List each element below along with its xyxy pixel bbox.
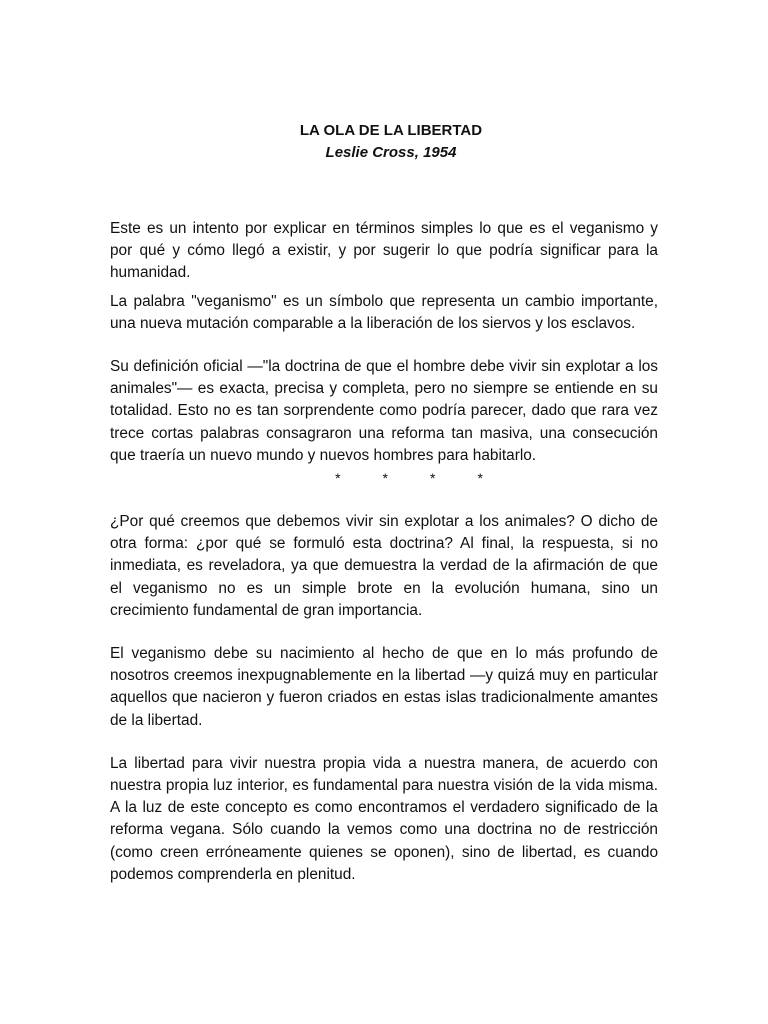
paragraph-5: El veganismo debe su nacimiento al hecho de que en lo más profundo de nosotros creemos inexpugnablemente en la libertad —y quizá muy en particular aquellos que nacieron y fueron criados en estas islas tradicionalmente amantes de la libertad. bbox=[110, 645, 658, 729]
document-title: LA OLA DE LA LIBERTAD bbox=[299, 122, 483, 139]
separator-star: * bbox=[335, 470, 341, 487]
document-author: Leslie Cross, 1954 bbox=[325, 144, 457, 161]
document-header bbox=[0, 120, 768, 164]
separator-star: * bbox=[382, 470, 388, 487]
paragraph-4: ¿Por qué creemos que debemos vivir sin explotar a los animales? O dicho de otra forma: ¿por qué se formuló esta doctrina? Al final, la respuesta, si no inmediata, es reveladora, ya que demuestra la verdad de la afirmación de que el veganismo no es un simple brote en la evolución humana, sino un crecimiento fundamental de gran importancia. bbox=[110, 513, 658, 619]
paragraph-1: Este es un intento por explicar en términos simples lo que es el veganismo y por qué y cómo llegó a existir, y por sugerir lo que podría significar para la humanidad. bbox=[110, 220, 658, 282]
document-body bbox=[110, 218, 658, 886]
paragraph-3: Su definición oficial —"la doctrina de que el hombre debe vivir sin explotar a los animales"— es exacta, precisa y completa, pero no siempre se entiende en su totalidad. Esto no es tan sorprendente como podría parecer, dado que rara vez trece cortas palabras consagraron una reforma tan masiva, una consecución que traería un nuevo mundo y nuevos hombres para habitarlo. bbox=[110, 358, 658, 464]
paragraph-6: La libertad para vivir nuestra propia vida a nuestra manera, de acuerdo con nuestra propia luz interior, es fundamental para nuestra visión de la vida misma. A la luz de este concepto es como encontramos el verdadero significado de la reforma vegana. Sólo cuando la vemos como una doctrina no de restricción (como creen erróneamente quienes se oponen), sino de libertad, es cuando podemos comprenderla en plenitud. bbox=[110, 754, 658, 883]
paragraph-2: La palabra "veganismo" es un símbolo que representa un cambio importante, una nueva mutación comparable a la liberación de los siervos y los esclavos. bbox=[110, 292, 658, 332]
separator-star: * bbox=[477, 470, 483, 487]
separator-star: * bbox=[430, 470, 436, 487]
section-separator bbox=[110, 469, 658, 487]
